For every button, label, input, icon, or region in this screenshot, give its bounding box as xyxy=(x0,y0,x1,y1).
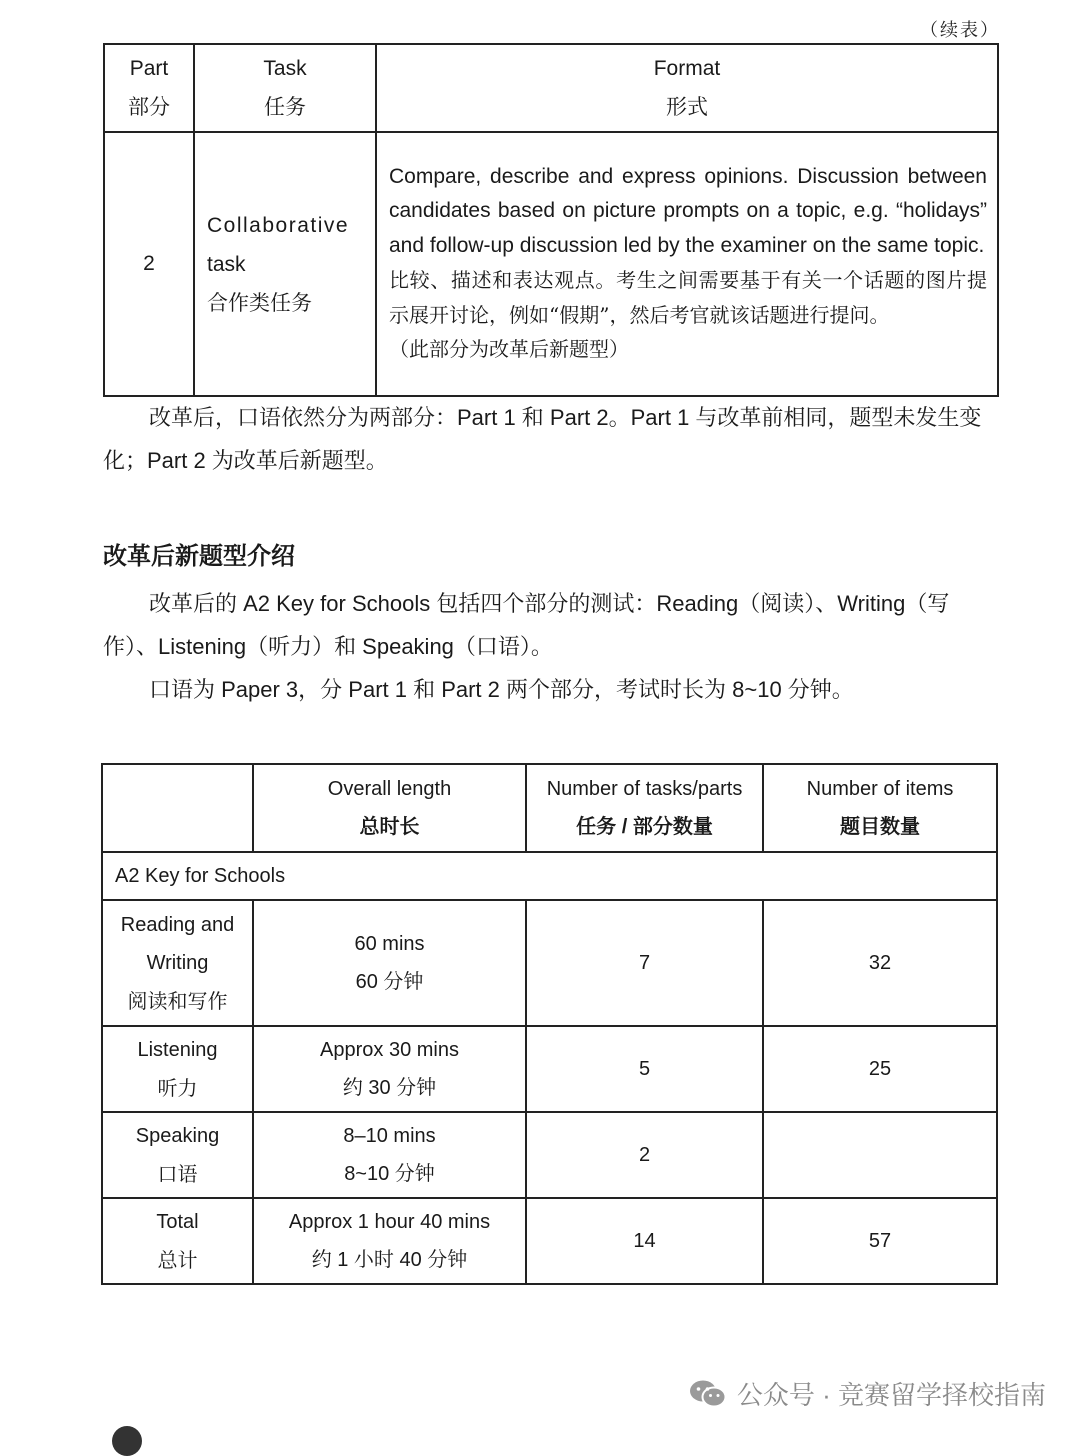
paragraph-speaking-parts: 改革后，口语依然分为两部分：Part 1 和 Part 2。Part 1 与改革前相同，题型未发生变化；Part 2 为改革后新题型。 xyxy=(103,405,982,473)
paragraph-paper3: 口语为 Paper 3，分 Part 1 和 Part 2 两个部分，考试时长为 8~10 分钟。 xyxy=(149,677,854,702)
table-row xyxy=(102,1026,997,1112)
paper-cell xyxy=(102,1198,253,1284)
header-task xyxy=(194,44,376,132)
section-label: A2 Key for Schools xyxy=(102,852,997,900)
section-heading: 改革后新题型介绍 xyxy=(103,541,295,570)
header-length-en: Overall length xyxy=(327,778,452,800)
format-table-header xyxy=(104,44,998,132)
length-en: Approx 30 mins xyxy=(320,1039,459,1061)
items-cell: 32 xyxy=(763,900,997,1026)
items-cell: 57 xyxy=(763,1198,997,1284)
paper-name-line1: Total xyxy=(156,1211,199,1233)
length-en: Approx 1 hour 40 mins xyxy=(288,1211,491,1233)
paper-name-zh: 口语 xyxy=(157,1162,198,1186)
tasks-cell: 2 xyxy=(526,1112,763,1198)
length-zh: 60 分钟 xyxy=(355,971,424,993)
paper-name-zh: 阅读和写作 xyxy=(127,989,228,1013)
format-table xyxy=(103,43,999,397)
paper-name-zh: 总计 xyxy=(157,1248,198,1272)
header-format-en: Format xyxy=(653,57,721,80)
paper-name-line1: Reading and xyxy=(120,914,235,936)
header-task-en: Task xyxy=(263,57,307,80)
tasks-cell: 14 xyxy=(526,1198,763,1284)
header-task-zh: 任务 xyxy=(264,95,306,119)
paper-name-line1: Listening xyxy=(137,1039,218,1061)
format-zh: 比较、描述和表达观点。考生之间需要基于有关一个话题的图片提示展开讨论，例如“假期”，然后考官就该话题进行提问。 xyxy=(389,268,987,327)
paper-name-line1: Speaking xyxy=(135,1125,220,1147)
table-row xyxy=(102,900,997,1026)
header-tasks-en: Number of tasks/parts xyxy=(546,778,743,800)
format-note: （此部分为改革后新题型） xyxy=(389,337,629,361)
header-items-zh: 题目数量 xyxy=(840,816,920,838)
watermark xyxy=(689,1375,1046,1412)
continued-table-note: （续表） xyxy=(920,20,1000,41)
items-cell xyxy=(763,1112,997,1198)
header-format xyxy=(376,44,998,132)
header-length-zh: 总时长 xyxy=(359,816,420,838)
paper-cell xyxy=(102,900,253,1026)
length-zh: 约 30 分钟 xyxy=(342,1077,437,1099)
watermark-text: 公众号 · 竞赛留学择校指南 xyxy=(736,1380,1046,1410)
tasks-cell: 5 xyxy=(526,1026,763,1112)
header-part xyxy=(104,44,194,132)
length-cell xyxy=(253,1112,526,1198)
length-cell xyxy=(253,1198,526,1284)
length-en: 60 mins xyxy=(354,933,425,955)
format-cell xyxy=(376,132,998,396)
task-cell xyxy=(194,132,376,396)
format-en: Compare, describe and express opinions. Discussion between candidates based on picture prompts on a topic, e.g. “holidays” and follow-up discussion led by the examiner on the same topic. xyxy=(389,164,987,257)
wechat-icon xyxy=(689,1379,727,1409)
header-length xyxy=(253,764,526,852)
paper-name-line2: Writing xyxy=(146,952,209,974)
header-part-en: Part xyxy=(129,57,169,80)
length-en: 8–10 mins xyxy=(343,1125,436,1147)
length-zh: 约 1 小时 40 分钟 xyxy=(311,1249,468,1271)
table-row xyxy=(104,132,998,396)
header-items-en: Number of items xyxy=(806,778,954,800)
table-row xyxy=(102,1112,997,1198)
overview-header xyxy=(102,764,997,852)
items-cell: 25 xyxy=(763,1026,997,1112)
header-tasks xyxy=(526,764,763,852)
task-zh: 合作类任务 xyxy=(207,290,312,315)
exam-overview-table xyxy=(101,763,998,1285)
header-part-zh: 部分 xyxy=(128,95,170,119)
length-cell xyxy=(253,1026,526,1112)
header-items xyxy=(763,764,997,852)
page-number-marker xyxy=(112,1426,142,1456)
task-en-line2: task xyxy=(207,252,246,276)
header-format-zh: 形式 xyxy=(666,95,708,119)
tasks-cell: 7 xyxy=(526,900,763,1026)
paper-name-zh: 听力 xyxy=(157,1076,198,1100)
paragraph-test-parts: 改革后的 A2 Key for Schools 包括四个部分的测试：Reading（阅读）、Writing（写作）、Listening（听力）和 Speaking（口语）。 xyxy=(103,591,950,659)
task-en-line1: Collaborative xyxy=(207,213,350,237)
length-zh: 8~10 分钟 xyxy=(344,1163,435,1185)
length-cell xyxy=(253,900,526,1026)
paper-cell xyxy=(102,1112,253,1198)
section-row xyxy=(102,852,997,900)
part-number: 2 xyxy=(104,132,194,396)
table-row xyxy=(102,1198,997,1284)
header-empty xyxy=(102,764,253,852)
header-tasks-zh: 任务 / 部分数量 xyxy=(576,816,713,838)
paper-cell xyxy=(102,1026,253,1112)
